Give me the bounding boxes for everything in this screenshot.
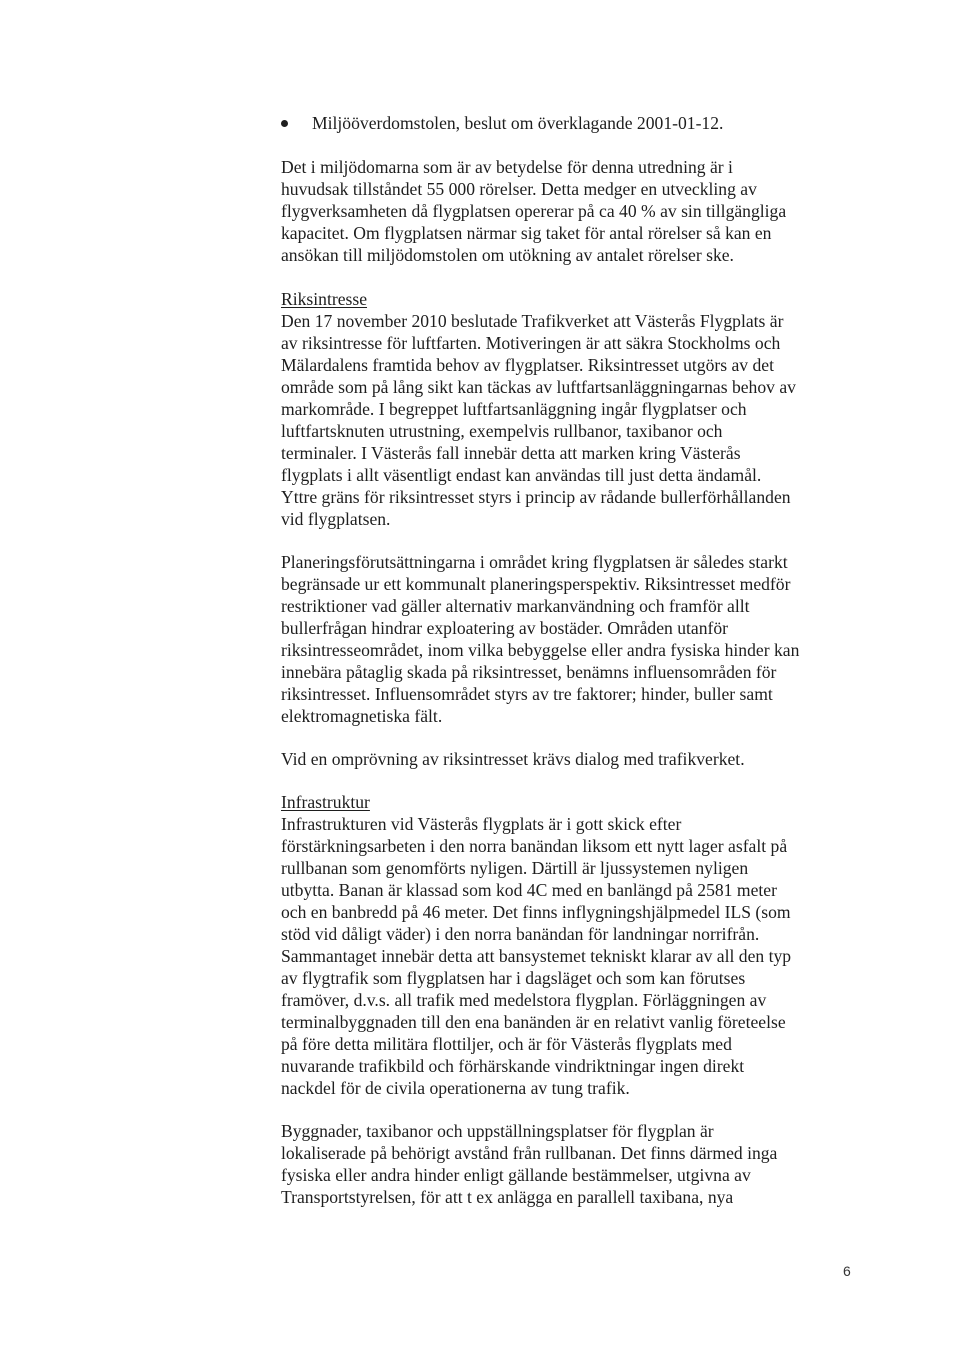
text-line: flygverksamheten då flygplatsen opererar på ca 40 % av sin tillgängliga — [281, 201, 787, 221]
text-line: begränsade ur ett kommunalt planeringsperspektiv. Riksintresset medför — [281, 574, 791, 594]
text-line: av riksintresse för luftfarten. Motiveringen är att säkra Stockholms och — [281, 333, 781, 353]
text-line: förstärkningsarbeten i den norra banändan liksom ett nytt lager asfalt på — [281, 836, 788, 856]
text-line: terminalbyggnaden till den ena banänden är en relativt vanlig företeelse — [281, 1012, 786, 1032]
bullet-dot-icon — [281, 120, 288, 127]
text-line: riksintresseområdet, inom vilka bebyggelse eller andra fysiska hinder kan — [281, 640, 800, 660]
text-line: riksintresset. Influensområdet styrs av tre faktorer; hinder, buller samt — [281, 684, 773, 704]
text-line: kapacitet. Om flygplatsen närmar sig taket för antal rörelser så kan en — [281, 223, 772, 243]
text-line: och en banbredd på 46 meter. Det finns inflygningshjälpmedel ILS (som — [281, 902, 791, 922]
text-line: terminaler. I Västerås fall innebär detta att marken kring Västerås — [281, 443, 741, 463]
text-line: Yttre gräns för riksintresset styrs i princip av rådande bullerförhållanden — [281, 487, 791, 507]
text-line: på före detta militära flottiljer, och är för Västerås flygplats med — [281, 1034, 732, 1054]
text-line: markområde. I begreppet luftfartsanläggning ingår flygplatser och — [281, 399, 747, 419]
text-line: elektromagnetiska fält. — [281, 706, 443, 726]
text-line: Sammantaget innebär detta att bansystemet tekniskt klarar av all den typ — [281, 946, 792, 966]
paragraph-dialog: Vid en omprövning av riksintresset krävs dialog med trafikverket. — [281, 749, 745, 769]
text-line: bullerfrågan hindrar exploatering av bostäder. Områden utanför — [281, 618, 728, 638]
text-line: Den 17 november 2010 beslutade Trafikverket att Västerås Flygplats är — [281, 311, 784, 331]
text-line: Det i miljödomarna som är av betydelse för denna utredning är i — [281, 157, 733, 177]
text-line: lokaliserade på behörigt avstånd från rullbanan. Det finns därmed inga — [281, 1143, 778, 1163]
text-line: Planeringsförutsättningarna i området kring flygplatsen är således starkt — [281, 552, 788, 572]
text-line: nuvarande trafikbild och förhärskande vindriktningar ingen direkt — [281, 1056, 745, 1076]
text-line: luftfartsknuten utrustning, exempelvis rullbanor, taxibanor och — [281, 421, 723, 441]
text-line: Transportstyrelsen, för att t ex anlägga en parallell taxibana, nya — [281, 1187, 734, 1207]
section-heading: Riksintresse — [281, 289, 368, 309]
text-line: Infrastrukturen vid Västerås flygplats är i gott skick efter — [281, 814, 682, 834]
page-number: 6 — [843, 1263, 851, 1279]
text-line: område som på lång sikt kan täckas av luftfartsanläggningarnas behov av — [281, 377, 796, 397]
text-line: vid flygplatsen. — [281, 509, 391, 529]
text-line: rullbanan som genomförts nyligen. Därtill är ljussystemen nyligen — [281, 858, 749, 878]
text-line: Byggnader, taxibanor och uppställningsplatser för flygplan är — [281, 1121, 714, 1141]
text-line: av flygtrafik som flygplatsen har i dagsläget och som kan förutses — [281, 968, 746, 988]
text-line: flygplats i allt väsentligt endast kan användas till just detta ändamål. — [281, 465, 762, 485]
section-heading: Infrastruktur — [281, 792, 370, 812]
text-line: ansökan till miljödomstolen om utökning av antalet rörelser ske. — [281, 245, 734, 265]
text-line: huvudsak tillståndet 55 000 rörelser. Detta medger en utveckling av — [281, 179, 757, 199]
text-line: utbytta. Banan är klassad som kod 4C med en banlängd på 2581 meter — [281, 880, 777, 900]
text-line: restriktioner vad gäller alternativ markanvändning och framför allt — [281, 596, 750, 616]
text-line: nackdel för de civila operationerna av tung trafik. — [281, 1078, 630, 1098]
bullet-item-text: Miljööverdomstolen, beslut om överklagande 2001-01-12. — [312, 113, 724, 133]
text-line: Mälardalens framtida behov av flygplatser. Riksintresset utgörs av det — [281, 355, 774, 375]
text-line: stöd vid dåligt väder) i den norra banändan för landningar norrifrån. — [281, 924, 760, 944]
text-line: framöver, d.v.s. all trafik med medelstora flygplan. Förläggningen av — [281, 990, 767, 1010]
text-line: fysiska eller andra hinder enligt gällande bestämmelser, utgivna av — [281, 1165, 751, 1185]
text-line: innebära påtaglig skada på riksintresset, benämns influensområden för — [281, 662, 777, 682]
